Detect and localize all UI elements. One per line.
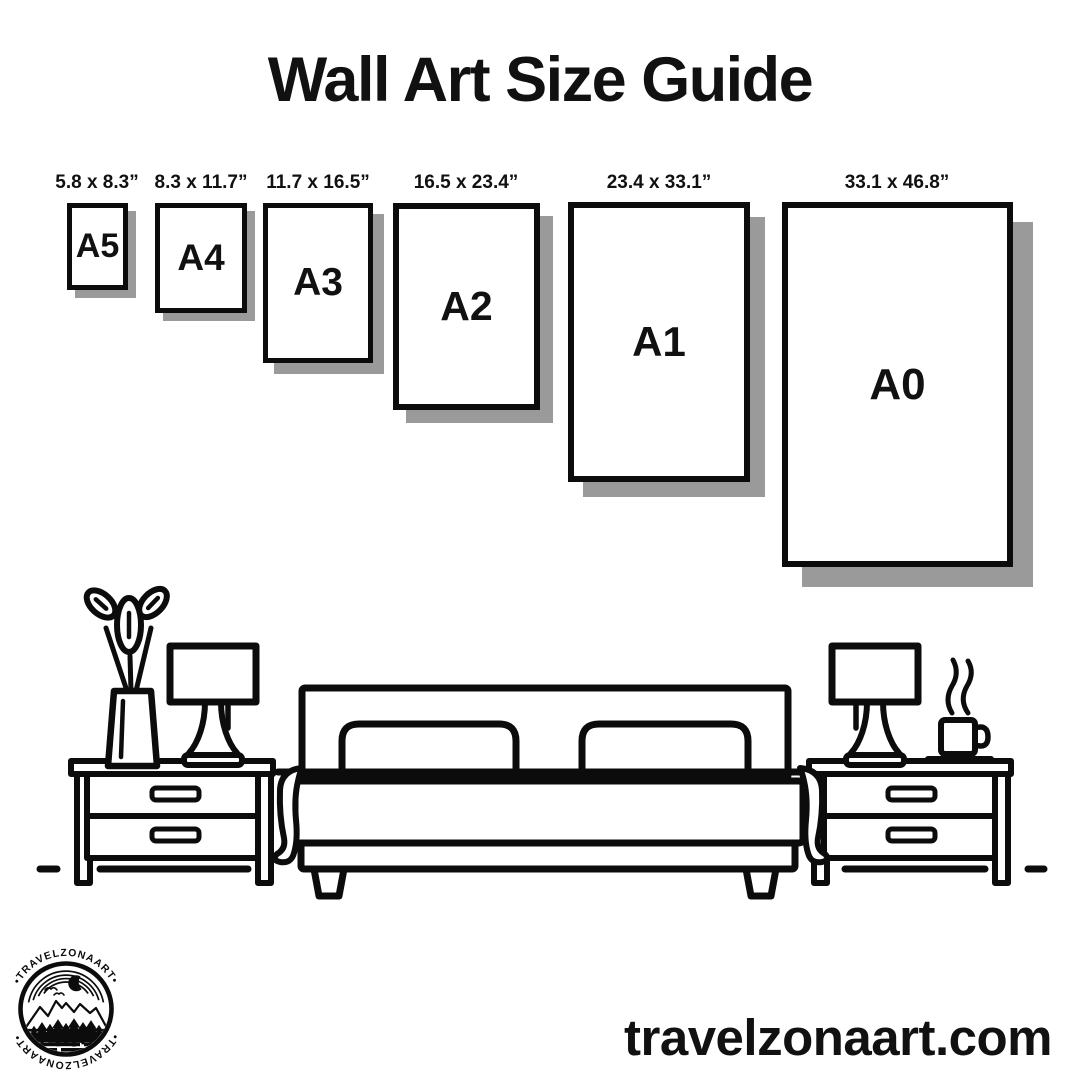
dimension-label-a5: 5.8 x 8.3”: [55, 172, 139, 193]
right-nightstand-illustration: [809, 761, 1011, 883]
page-title: Wall Art Size Guide: [267, 45, 813, 115]
moon-icon: [68, 975, 81, 991]
coffee-cup-illustration: [928, 660, 991, 759]
paper-a3: [263, 203, 373, 363]
paper-size-letter: A4: [177, 237, 225, 278]
brand-logo: [0, 941, 132, 1077]
dimension-label-a3: 11.7 x 16.5”: [266, 172, 370, 193]
dimension-label-a4: 8.3 x 11.7”: [154, 172, 248, 193]
bedroom-scene-illustration: [30, 580, 1050, 910]
right-table-lamp-illustration: [832, 646, 918, 765]
svg-text:•TRAVELZONAART•: •TRAVELZONAART•: [12, 947, 120, 986]
paper-a1: [568, 202, 750, 482]
paper-size-letter: A1: [632, 318, 686, 365]
svg-text:•TRAVELZONAART•: •TRAVELZONAART•: [12, 1032, 120, 1071]
potted-plant-illustration: [82, 584, 172, 766]
paper-a4: [155, 203, 247, 313]
dimension-label-a2: 16.5 x 23.4”: [413, 172, 519, 193]
bed-illustration: [275, 688, 828, 896]
left-nightstand-illustration: [71, 761, 273, 883]
paper-a0: [782, 202, 1013, 567]
website-url: travelzonaart.com: [624, 1009, 1052, 1066]
paper-size-letter: A0: [869, 359, 926, 409]
paper-size-letter: A5: [75, 227, 120, 265]
paper-a2: [393, 203, 540, 410]
logo-arch-icon: [29, 971, 104, 1002]
paper-a5: [67, 203, 128, 290]
dimension-label-a0: 33.1 x 46.8”: [844, 172, 950, 193]
paper-size-letter: A3: [293, 261, 343, 304]
paper-size-letter: A2: [440, 283, 493, 329]
dimension-label-a1: 23.4 x 33.1”: [606, 172, 712, 193]
left-table-lamp-illustration: [170, 646, 256, 765]
